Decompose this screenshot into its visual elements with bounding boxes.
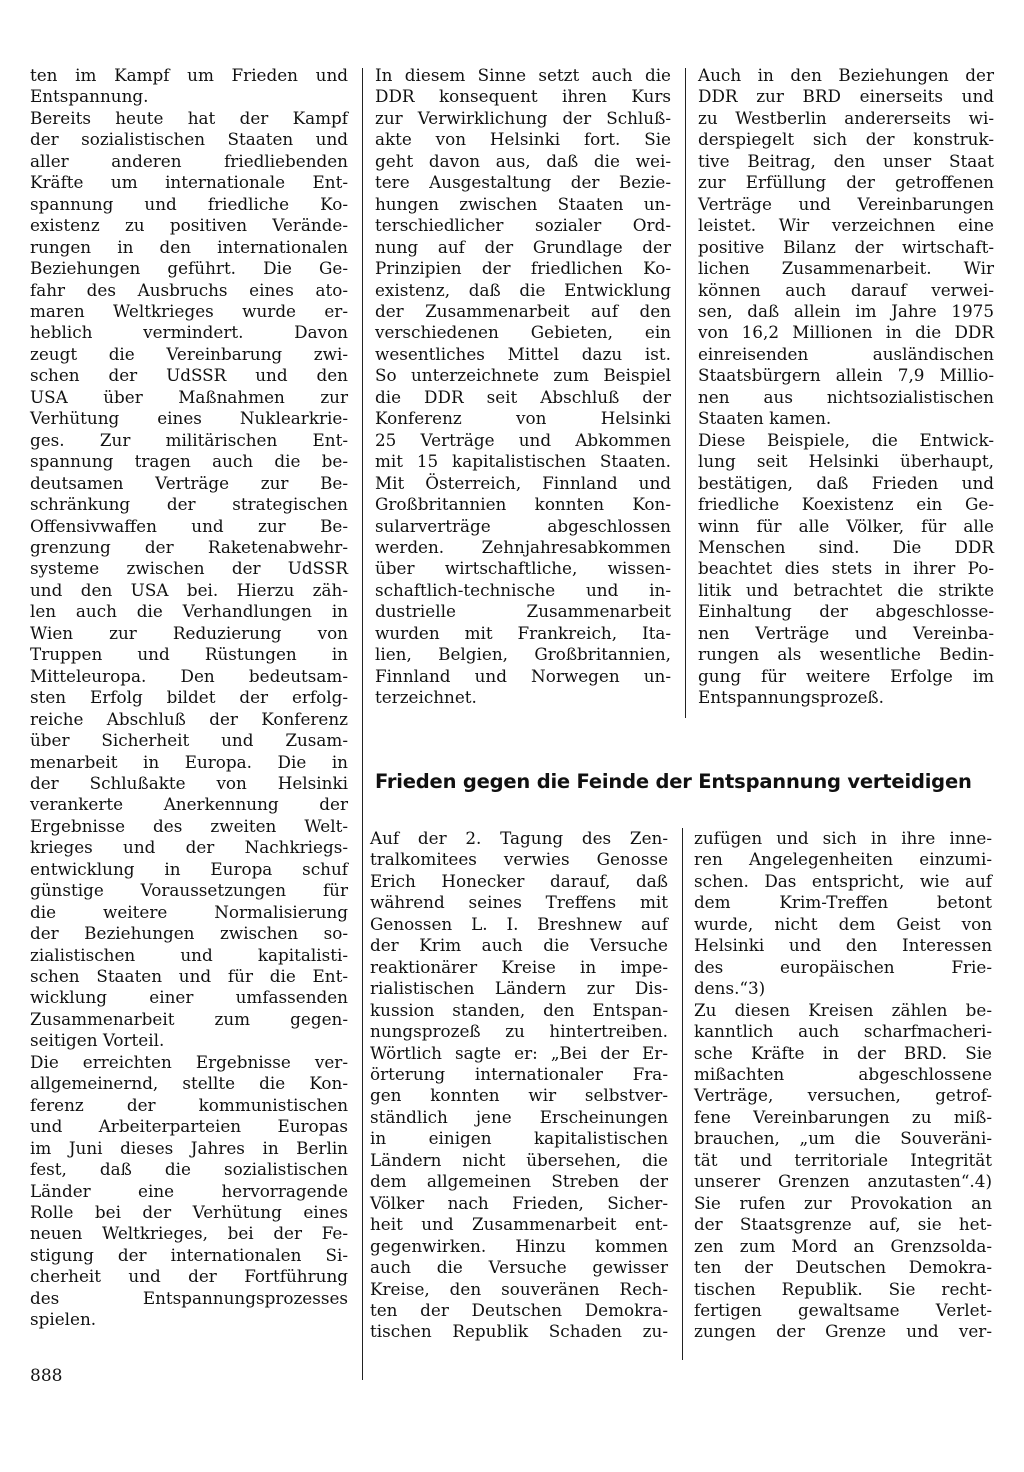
text-line: Einhaltung der abgeschlosse- <box>698 601 994 622</box>
text-line: sen, daß allein im Jahre 1975 <box>698 300 994 321</box>
text-line: 25 Verträge und Abkommen <box>375 429 671 450</box>
text-column-2 <box>375 65 671 709</box>
page-number: 888 <box>30 1366 63 1386</box>
text-line: Verträge und Vereinbarungen <box>698 193 994 214</box>
text-line: dem Krim-Treffen betont <box>694 892 992 913</box>
text-line: hungen zwischen Staaten un- <box>375 193 671 214</box>
text-line: cherheit und der Fortführung <box>30 1266 348 1287</box>
text-line: gen konnten wir selbstver- <box>370 1085 668 1106</box>
text-line: dem allgemeinen Streben der <box>370 1171 668 1192</box>
text-line: schränkung der strategischen <box>30 494 348 515</box>
text-line: wurden mit Frankreich, Ita- <box>375 622 671 643</box>
text-line: heblich vermindert. Davon <box>30 322 348 343</box>
text-line: fene Vereinbarungen zu miß- <box>694 1106 992 1127</box>
text-line: bestätigen, daß Frieden und <box>698 472 994 493</box>
text-line: USA über Maßnahmen zur <box>30 386 348 407</box>
text-line: reaktionärer Kreise in impe- <box>370 956 668 977</box>
text-line: der Zusammenarbeit auf den <box>375 300 671 321</box>
text-line: Helsinki und den Interessen <box>694 935 992 956</box>
text-line: ten der Deutschen Demokra- <box>694 1257 992 1278</box>
text-line: schen. Das entspricht, wie auf <box>694 870 992 891</box>
text-line: terschiedlicher sozialer Ord- <box>375 215 671 236</box>
text-line: Erich Honecker darauf, daß <box>370 870 668 891</box>
text-line: ferenz der kommunistischen <box>30 1094 348 1115</box>
text-line: nen Verträge und Vereinba- <box>698 622 994 643</box>
text-column-1 <box>30 65 348 1331</box>
text-line: zeugt die Vereinbarung zwi- <box>30 343 348 364</box>
text-line: während seines Treffens mit <box>370 892 668 913</box>
text-line: gegenwirken. Hinzu kommen <box>370 1235 668 1256</box>
text-line: verschiedenen Gebieten, ein <box>375 322 671 343</box>
text-line: Konferenz von Helsinki <box>375 408 671 429</box>
text-line: Zu diesen Kreisen zählen be- <box>694 999 992 1020</box>
text-line: Entspannung. <box>30 86 149 107</box>
text-line: der Staatsgrenze auf, sie het- <box>694 1214 992 1235</box>
text-line: rungen als wesentliche Bedin- <box>698 644 994 665</box>
text-line: und Arbeiterparteien Europas <box>30 1116 348 1137</box>
text-line: werden. Zehnjahresabkommen <box>375 536 671 557</box>
text-line: Diese Beispiele, die Entwick- <box>698 429 994 450</box>
text-line: tischen Republik. Sie recht- <box>694 1278 992 1299</box>
text-line: spannung und friedliche Ko- <box>30 193 348 214</box>
text-line: Menschen sind. Die DDR <box>698 536 994 557</box>
text-line: existenz zu positiven Verände- <box>30 215 348 236</box>
text-line: schaftlich-technische und in- <box>375 579 671 600</box>
text-line: ten der Deutschen Demokra- <box>370 1299 668 1320</box>
text-line: stigung der internationalen Si- <box>30 1244 348 1265</box>
text-line: positive Bilanz der wirtschaft- <box>698 236 994 257</box>
text-line: fahr des Ausbruchs eines ato- <box>30 279 348 300</box>
text-line: über Sicherheit und Zusam- <box>30 730 348 751</box>
text-line: zur Erfüllung der getroffenen <box>698 172 994 193</box>
text-line: Die erreichten Ergebnisse ver- <box>30 1051 348 1072</box>
text-line: krieges und der Nachkriegs- <box>30 837 348 858</box>
text-column-5 <box>694 828 992 1343</box>
text-line: nungsprozeß zu hintertreiben. <box>370 1021 668 1042</box>
text-line: unserer Grenzen anzutasten“.4) <box>694 1171 992 1192</box>
text-line: rungen in den internationalen <box>30 236 348 257</box>
text-line: leistet. Wir verzeichnen eine <box>698 215 994 236</box>
text-line: Verträge, versuchen, getrof- <box>694 1085 992 1106</box>
text-line: terzeichnet. <box>375 687 477 708</box>
text-column-4 <box>370 828 668 1343</box>
text-line: grenzung der Raketenabwehr- <box>30 536 348 557</box>
text-line: deutsamen Verträge zur Be- <box>30 472 348 493</box>
text-line: menarbeit in Europa. Die in <box>30 751 348 772</box>
text-line: maren Weltkrieges wurde er- <box>30 300 348 321</box>
text-line: geht davon aus, daß die wei- <box>375 150 671 171</box>
text-line: Sie rufen zur Provokation an <box>694 1192 992 1213</box>
text-line: zu Westberlin andererseits wi- <box>698 107 994 128</box>
text-line: Rolle bei der Verhütung eines <box>30 1202 348 1223</box>
text-line: von 16,2 Millionen in die DDR <box>698 322 994 343</box>
text-line: einreisenden ausländischen <box>698 343 994 364</box>
text-line: Prinzipien der friedlichen Ko- <box>375 258 671 279</box>
text-line: entwicklung in Europa schuf <box>30 858 348 879</box>
text-line: zur Verwirklichung der Schluß- <box>375 107 671 128</box>
text-line: kanntlich auch scharfmacheri- <box>694 1021 992 1042</box>
text-line: len auch die Verhandlungen in <box>30 601 348 622</box>
text-line: zufügen und sich in ihre inne- <box>694 828 992 848</box>
text-line: fertigen gewaltsame Verlet- <box>694 1299 992 1320</box>
text-line: der Krim auch die Versuche <box>370 935 668 956</box>
text-line: des Entspannungsprozesses <box>30 1287 348 1308</box>
text-line: Länder eine hervorragende <box>30 1180 348 1201</box>
text-line: Beziehungen geführt. Die Ge- <box>30 258 348 279</box>
text-line: brauchen, „um die Souveräni- <box>694 1128 992 1149</box>
text-line: über wirtschaftliche, wissen- <box>375 558 671 579</box>
text-line: gung für weitere Erfolge im <box>698 665 994 686</box>
text-line: günstige Voraussetzungen für <box>30 880 348 901</box>
text-line: Auf der 2. Tagung des Zen- <box>370 828 668 848</box>
text-line: die weitere Normalisierung <box>30 901 348 922</box>
text-line: DDR zur BRD einerseits und <box>698 86 994 107</box>
text-line: neuen Weltkrieges, bei der Fe- <box>30 1223 348 1244</box>
text-line: auch die Versuche gewisser <box>370 1257 668 1278</box>
text-line: wesentliches Mittel dazu ist. <box>375 343 671 364</box>
section-heading: Frieden gegen die Feinde der Entspannung verteidigen <box>375 770 972 793</box>
text-line: die DDR seit Abschluß der <box>375 386 671 407</box>
text-line: ten im Kampf um Frieden und <box>30 65 348 85</box>
text-line: in einigen kapitalistischen <box>370 1128 668 1149</box>
column-rule-1 <box>362 68 363 1380</box>
text-line: der sozialistischen Staaten und <box>30 129 348 150</box>
text-line: schen der UdSSR und den <box>30 365 348 386</box>
text-line: nen aus nichtsozialistischen <box>698 386 994 407</box>
text-line: existenz, daß die Entwicklung <box>375 279 671 300</box>
text-line: ges. Zur militärischen Ent- <box>30 429 348 450</box>
text-line: ren Angelegenheiten einzumi- <box>694 849 992 870</box>
text-line: fest, daß die sozialistischen <box>30 1159 348 1180</box>
text-line: nung auf der Grundlage der <box>375 236 671 257</box>
text-line: Mit Österreich, Finnland und <box>375 472 671 493</box>
text-column-3 <box>698 65 994 709</box>
text-line: Zusammenarbeit zum gegen- <box>30 1008 348 1029</box>
text-line: Großbritannien konnten Kon- <box>375 494 671 515</box>
text-line: Bereits heute hat der Kampf <box>30 107 348 128</box>
text-line: spannung tragen auch die be- <box>30 451 348 472</box>
text-line: Kräfte um internationale Ent- <box>30 172 348 193</box>
text-line: sche Kräfte in der BRD. Sie <box>694 1042 992 1063</box>
text-line: verankerte Anerkennung der <box>30 794 348 815</box>
text-line: derspiegelt sich der konstruk- <box>698 129 994 150</box>
text-line: Ergebnisse des zweiten Welt- <box>30 815 348 836</box>
text-line: der Schlußakte von Helsinki <box>30 772 348 793</box>
text-line: aller anderen friedliebenden <box>30 150 348 171</box>
text-line: So unterzeichnete zum Beispiel <box>375 365 671 386</box>
text-line: winn für alle Völker, für alle <box>698 515 994 536</box>
text-line: akte von Helsinki fort. Sie <box>375 129 671 150</box>
text-line: DDR konsequent ihren Kurs <box>375 86 671 107</box>
text-line: dens.“3) <box>694 978 766 999</box>
text-line: seitigen Vorteil. <box>30 1030 165 1051</box>
text-line: rialistischen Ländern zur Dis- <box>370 978 668 999</box>
text-line: zen zum Mord an Grenzsolda- <box>694 1235 992 1256</box>
text-line: Truppen und Rüstungen in <box>30 644 348 665</box>
text-line: tere Ausgestaltung der Bezie- <box>375 172 671 193</box>
text-line: Verhütung eines Nuklearkrie- <box>30 408 348 429</box>
text-line: ständlich jene Erscheinungen <box>370 1106 668 1127</box>
text-line: Finnland und Norwegen un- <box>375 665 671 686</box>
text-line: Wörtlich sagte er: „Bei der Er- <box>370 1042 668 1063</box>
text-line: mißachten abgeschlossene <box>694 1063 992 1084</box>
text-line: tischen Republik Schaden zu- <box>370 1321 668 1342</box>
text-line: zialistischen und kapitalisti- <box>30 944 348 965</box>
text-line: Entspannungsprozeß. <box>698 687 884 708</box>
text-line: tive Beitrag, den unser Staat <box>698 150 994 171</box>
text-line: und den USA bei. Hierzu zäh- <box>30 579 348 600</box>
text-line: des europäischen Frie- <box>694 956 992 977</box>
text-line: Auch in den Beziehungen der <box>698 65 994 85</box>
text-line: Mitteleuropa. Den bedeutsam- <box>30 665 348 686</box>
text-line: litik und betrachtet die strikte <box>698 579 994 600</box>
text-line: allgemeinernd, stellte die Kon- <box>30 1073 348 1094</box>
text-line: tät und territoriale Integrität <box>694 1149 992 1170</box>
text-line: der Beziehungen zwischen so- <box>30 923 348 944</box>
text-line: örterung internationaler Fra- <box>370 1063 668 1084</box>
text-line: heit und Zusammenarbeit ent- <box>370 1214 668 1235</box>
text-line: Staatsbürgern allein 7,9 Millio- <box>698 365 994 386</box>
text-line: Kreise, den souveränen Rech- <box>370 1278 668 1299</box>
text-line: Völker nach Frieden, Sicher- <box>370 1192 668 1213</box>
text-line: Genossen L. I. Breshnew auf <box>370 913 668 934</box>
text-line: kussion standen, den Entspan- <box>370 999 668 1020</box>
text-line: beachtet dies stets in ihrer Po- <box>698 558 994 579</box>
text-line: reiche Abschluß der Konferenz <box>30 708 348 729</box>
text-line: systeme zwischen der UdSSR <box>30 558 348 579</box>
text-line: mit 15 kapitalistischen Staaten. <box>375 451 671 472</box>
text-line: im Juni dieses Jahres in Berlin <box>30 1137 348 1158</box>
text-line: dustrielle Zusammenarbeit <box>375 601 671 622</box>
text-line: spielen. <box>30 1309 97 1330</box>
text-line: Ländern nicht übersehen, die <box>370 1149 668 1170</box>
text-line: Staaten kamen. <box>698 408 832 429</box>
text-line: schen Staaten und für die Ent- <box>30 966 348 987</box>
text-line: lichen Zusammenarbeit. Wir <box>698 258 994 279</box>
text-line: Wien zur Reduzierung von <box>30 622 348 643</box>
text-line: friedliche Koexistenz ein Ge- <box>698 494 994 515</box>
text-line: lien, Belgien, Großbritannien, <box>375 644 671 665</box>
text-line: wicklung einer umfassenden <box>30 987 348 1008</box>
text-line: können auch darauf verwei- <box>698 279 994 300</box>
text-line: sten Erfolg bildet der erfolg- <box>30 687 348 708</box>
text-line: zungen der Grenze und ver- <box>694 1321 992 1342</box>
column-rule-2 <box>685 68 686 718</box>
text-line: Offensivwaffen und zur Be- <box>30 515 348 536</box>
text-line: wurde, nicht dem Geist von <box>694 913 992 934</box>
text-line: tralkomitees verwies Genosse <box>370 849 668 870</box>
text-line: lung seit Helsinki überhaupt, <box>698 451 994 472</box>
text-line: sularverträge abgeschlossen <box>375 515 671 536</box>
text-line: In diesem Sinne setzt auch die <box>375 65 671 85</box>
column-rule-3 <box>682 828 683 1360</box>
